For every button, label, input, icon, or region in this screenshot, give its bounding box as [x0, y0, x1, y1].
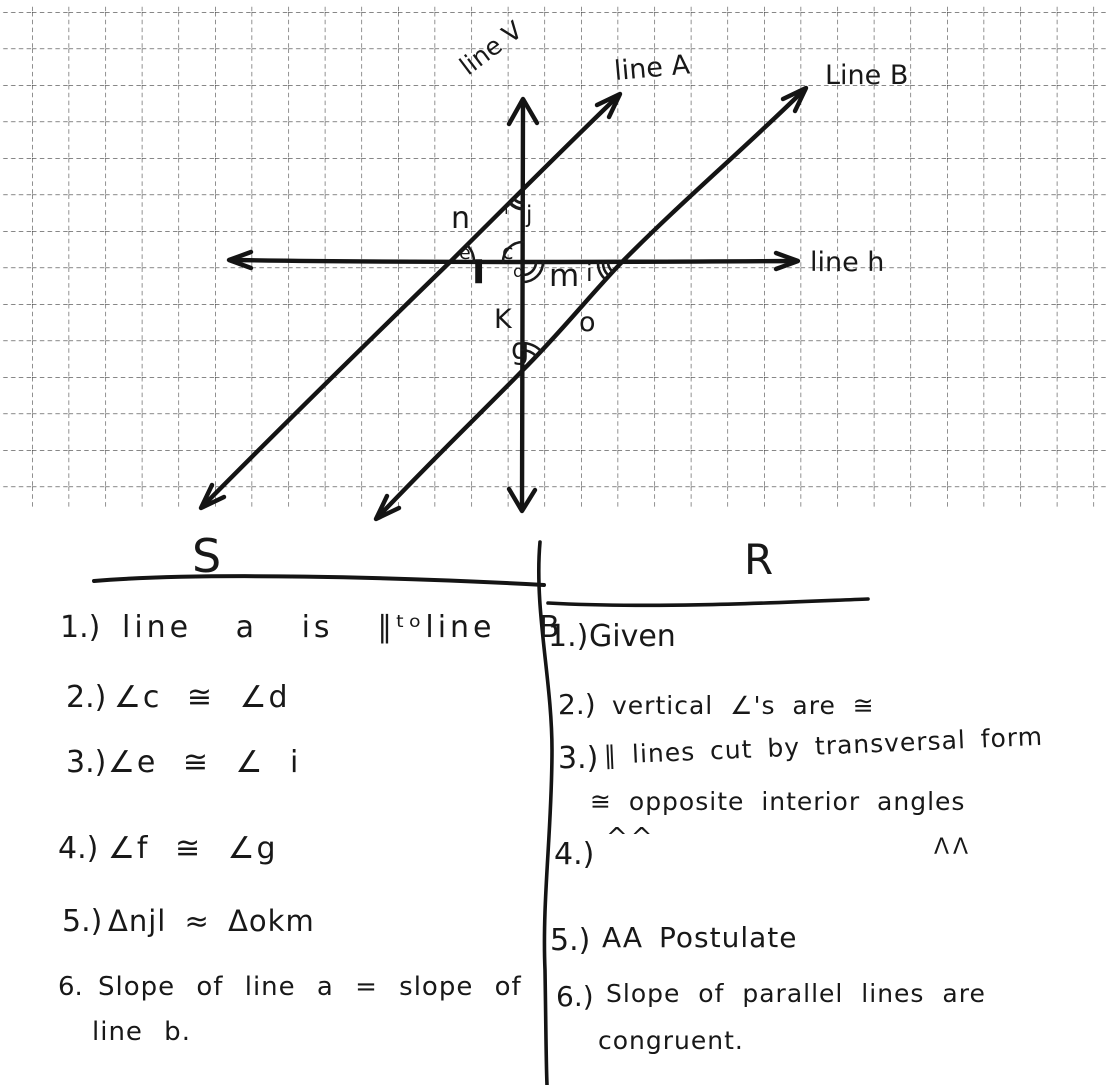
line-a-label: line A [612, 49, 692, 87]
angle-label-o: o [579, 307, 596, 338]
angle-label-i: i [586, 259, 593, 287]
angle-label-e: e [459, 242, 471, 264]
statement-4-text: ∠f ≅ ∠g [108, 831, 278, 866]
statements-header: S [192, 529, 222, 583]
angle-label-m: m [549, 258, 580, 294]
statement-3-number: 3.) [66, 745, 107, 780]
angle-label-j: j [526, 202, 533, 228]
statement-5-number: 5.) [62, 904, 103, 939]
reason-6-text-line2: congruent. [598, 1026, 744, 1055]
reasons-header-rule [548, 599, 868, 605]
reason-5-number: 5.) [550, 923, 591, 958]
statement-6-text-line1: Slope of line a = slope of [98, 972, 522, 1002]
reason-6-number: 6.) [556, 980, 594, 1013]
angle-label-n: n [451, 201, 471, 236]
angle-label-g: g [511, 332, 530, 366]
statement-3-text: ∠e ≅ ∠ i [108, 745, 301, 780]
reasons-header: R [744, 535, 774, 584]
reason-1-number: 1.) [548, 619, 589, 654]
statement-1-text: line a is ∥ᵗᵒline B [122, 610, 564, 645]
reason-3-text-line1: ∥ lines cut by transversal form [602, 721, 1044, 770]
statement-4-number: 4.) [58, 831, 99, 866]
statement-6-text-line2: line b. [92, 1017, 191, 1047]
line-b-label: Line B [825, 60, 909, 91]
statement-1-number: 1.) [60, 610, 101, 645]
reason-5-text: AA Postulate [602, 921, 798, 954]
reason-1-text: Given [589, 619, 676, 654]
reason-6-text-line1: Slope of parallel lines are [606, 979, 986, 1008]
angle-label-k: K [494, 304, 512, 335]
reason-2-number: 2.) [558, 688, 596, 721]
reason-3-text-line2: ≅ opposite interior angles [590, 787, 966, 816]
reason-4-ditto-marks-right: ΛΛ [934, 835, 973, 860]
statements-header-rule [94, 576, 544, 585]
statement-5-text: Δnjl ≈ Δokm [108, 904, 315, 938]
angle-label-c: c [502, 240, 514, 264]
line-v-label: line V [454, 15, 528, 81]
angle-label-d: d [513, 262, 524, 282]
reason-3-number: 3.) [558, 741, 599, 776]
statement-2-text: ∠c ≅ ∠d [114, 680, 290, 715]
statement-2-number: 2.) [66, 680, 107, 715]
angle-label-l-blob: l [475, 258, 483, 288]
line-v [522, 103, 523, 508]
reason-4-ditto-marks: ^^ [606, 823, 656, 853]
angle-label-f: f [504, 200, 510, 218]
reason-2-text: vertical ∠'s are ≅ [612, 691, 875, 720]
line-h-label: line h [810, 247, 885, 278]
statement-6-number: 6. [58, 972, 83, 1002]
reason-4-number: 4.) [554, 837, 595, 872]
graph-paper-grid [0, 6, 1108, 507]
